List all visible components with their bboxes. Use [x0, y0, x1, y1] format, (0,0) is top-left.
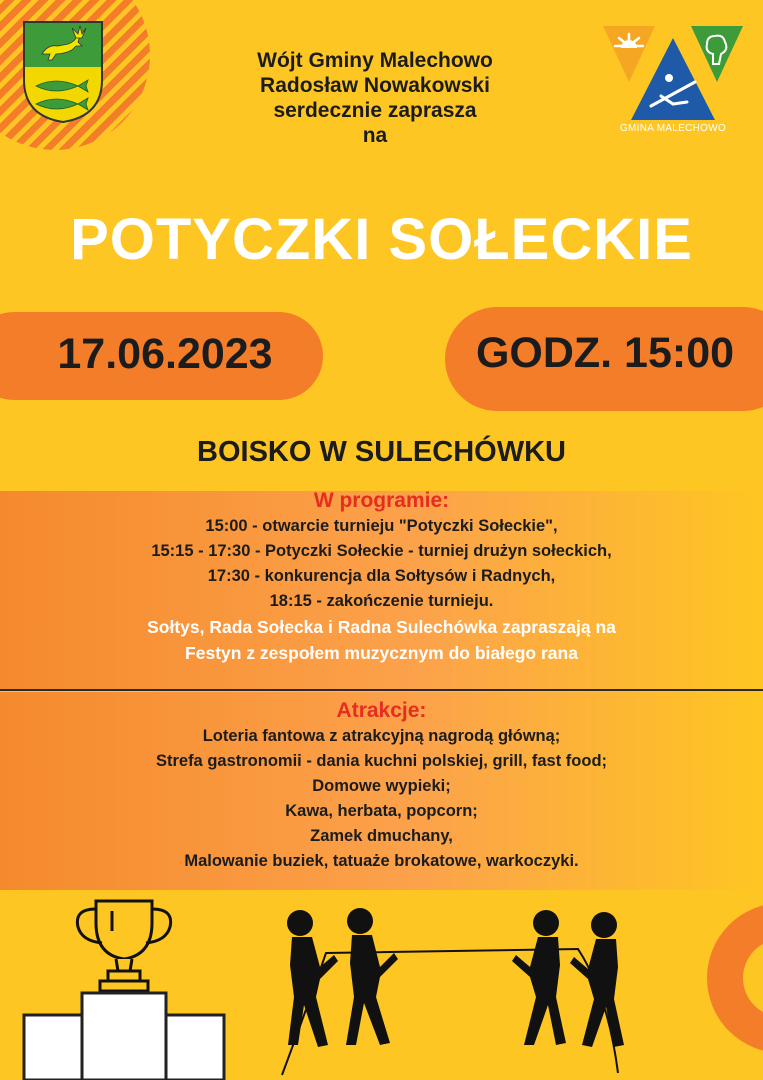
- event-time: GODZ. 15:00: [475, 329, 735, 377]
- program-item: 18:15 - zakończenie turnieju.: [269, 592, 494, 610]
- section-divider: [0, 689, 763, 691]
- tug-of-war-icon: [268, 905, 638, 1080]
- attraction-item: Zamek dmuchany,: [310, 827, 453, 845]
- festival-invite-line: Festyn z zespołem muzycznym do białego rana: [185, 643, 578, 663]
- invitation-header: [190, 48, 560, 148]
- program-heading: W programie:: [313, 489, 450, 512]
- festival-invite-line: Sołtys, Rada Sołecka i Radna Sulechówka zapraszają na: [147, 617, 616, 637]
- attractions-section: [0, 698, 763, 874]
- program-item: 17:30 - konkurencja dla Sołtysów i Radnych,: [207, 567, 556, 585]
- attraction-item: Loteria fantowa z atrakcyjną nagrodą główną;: [202, 727, 561, 745]
- program-item: 15:15 - 17:30 - Potyczki Sołeckie - turniej drużyn sołeckich,: [151, 542, 612, 560]
- program-section: [0, 488, 763, 666]
- coat-of-arms-icon: [22, 20, 104, 124]
- header-line-mayor-title: Wójt Gminy Malechowo: [257, 49, 493, 72]
- attraction-item: Malowanie buziek, tatuaże brokatowe, warkoczyki.: [184, 852, 579, 870]
- attractions-heading: Atrakcje:: [336, 699, 427, 722]
- program-item: 15:00 - otwarcie turnieju "Potyczki Sołeckie",: [205, 517, 558, 535]
- event-venue: BOISKO W SULECHÓWKU: [197, 436, 566, 468]
- event-date: 17.06.2023: [57, 330, 273, 378]
- logo-caption: GMINA MALECHOWO: [619, 123, 727, 134]
- header-line-invites: serdecznie zaprasza: [273, 99, 477, 122]
- attraction-item: Domowe wypieki;: [312, 777, 451, 795]
- orange-ring-decoration: [707, 903, 763, 1053]
- header-line-mayor-name: Radosław Nowakowski: [260, 74, 490, 97]
- header-line-to: na: [362, 124, 388, 147]
- attraction-item: Strefa gastronomii - dania kuchni polskiej, grill, fast food;: [155, 752, 608, 770]
- trophy-podium-icon: [20, 893, 230, 1080]
- event-title: POTYCZKI SOŁECKIE: [70, 207, 693, 272]
- attraction-item: Kawa, herbata, popcorn;: [285, 802, 478, 820]
